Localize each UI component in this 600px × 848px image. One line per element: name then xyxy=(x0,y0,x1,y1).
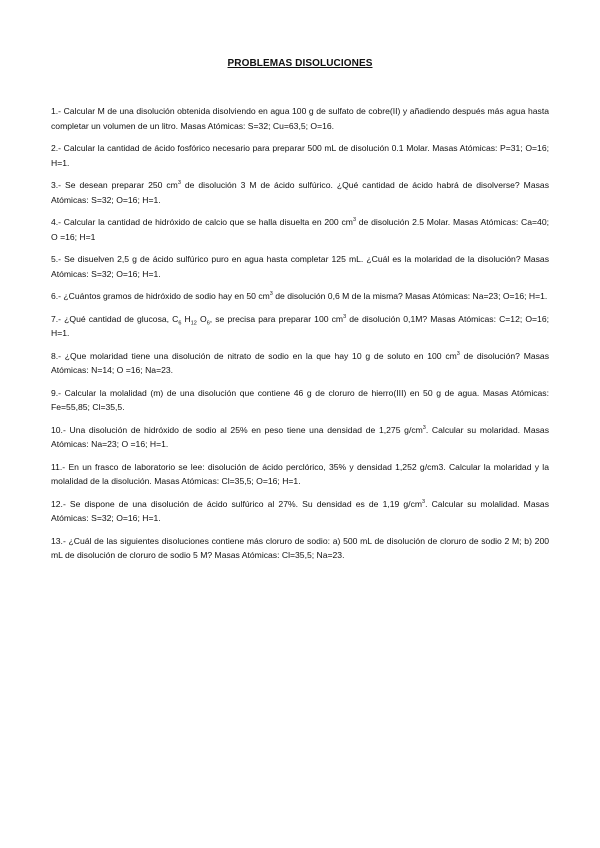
problem-7 xyxy=(51,312,549,341)
problem-text: 2.- Calcular la cantidad de ácido fosfórico necesario para preparar 500 mL de disolución 0.1 Molar. Masas Atómicas: P=31; O=16; H=1. xyxy=(51,143,549,168)
problem-text: , se precisa para preparar 100 cm xyxy=(209,313,344,324)
superscript: 3 xyxy=(352,217,356,224)
problem-text: 6.- ¿Cuántos gramos de hidróxido de sodio hay en 50 cm xyxy=(51,291,270,301)
problem-3 xyxy=(51,178,549,207)
problem-text: . Calcular su molalidad. Masas Atómicas: S=32; O=16; H=1. xyxy=(51,498,549,523)
problem-text: O xyxy=(196,313,207,324)
problem-text: de disolución? Masas Atómicas: N=14; O =16; Na=23. xyxy=(51,350,550,375)
problem-text: de disolución 3 M de ácido sulfúrico. ¿Qué cantidad de ácido habrá de disolverse? Masas Atómicas: S=32; O=16; H=1. xyxy=(51,180,549,205)
subscript: 12 xyxy=(190,320,197,327)
superscript: 3 xyxy=(343,313,347,320)
problem-list xyxy=(51,104,549,571)
problem-text: de disolución 0,1M? Masas Atómicas: C=12; O=16; H=1. xyxy=(51,313,550,338)
problem-8 xyxy=(51,349,549,378)
subscript: 6 xyxy=(178,320,182,327)
problem-text: 7.- ¿Qué cantidad de glucosa, C xyxy=(51,313,179,324)
problem-text: 10.- Una disolución de hidróxido de sodio al 25% en peso tiene una densidad de 1,275 g/cm xyxy=(51,424,423,435)
superscript: 3 xyxy=(456,350,460,357)
problem-text: 4.- Calcular la cantidad de hidróxido de calcio que se halla disuelta en 200 cm xyxy=(51,217,353,227)
problem-text: . Calcular su molaridad. Masas Atómicas: Na=23; O =16; H=1. xyxy=(51,424,549,449)
problem-text: de disolución 0,6 M de la misma? Masas Atómicas: Na=23; O=16; H=1. xyxy=(272,291,548,301)
problem-10 xyxy=(51,423,549,452)
problem-text: 13.- ¿Cuál de las siguientes disoluciones contiene más cloruro de sodio: a) 500 mL de disolución de cloruro de sodio 2 M; b) 200 mL de disolución de cloruro de sodio 5 M? Masas Atómicas: Cl=35,5; Na=23. xyxy=(51,535,549,560)
subscript: 6 xyxy=(206,320,210,327)
problem-1 xyxy=(51,104,549,133)
problem-13 xyxy=(51,534,549,563)
problem-6 xyxy=(51,289,549,304)
problem-9 xyxy=(51,386,549,415)
page-title: PROBLEMAS DISOLUCIONES xyxy=(227,58,373,69)
superscript: 3 xyxy=(422,498,426,505)
problem-text: 3.- Se desean preparar 250 cm xyxy=(51,180,178,190)
problem-text: 11.- En un frasco de laboratorio se lee: disolución de ácido perclórico, 35% y densidad 1,252 g/cm3. Calcular la molaridad y la molalidad de la disolución. Masas Atómicas: Cl=35,5; O=16; H=1. xyxy=(51,461,549,486)
problem-text: H xyxy=(181,313,191,324)
superscript: 3 xyxy=(269,291,273,298)
problem-11 xyxy=(51,460,549,489)
problem-text: 1.- Calcular M de una disolución obtenida disolviendo en agua 100 g de sulfato de cobre(II) y añadiendo después más agua hasta completar un volumen de un litro. Masas Atómicas: S=32; Cu=63,5; O=16. xyxy=(51,106,549,131)
problem-text: 5.- Se disuelven 2,5 g de ácido sulfúrico puro en agua hasta completar 125 mL. ¿Cuál es la molaridad de la disolución? Masas Atómicas: S=32; O=16; H=1. xyxy=(51,254,549,279)
superscript: 3 xyxy=(177,180,181,187)
problem-2 xyxy=(51,141,549,170)
problem-12 xyxy=(51,497,549,526)
problem-text: de disolución 2.5 Molar. Masas Atómicas: Ca=40; O =16; H=1 xyxy=(51,217,549,242)
problem-text: 8.- ¿Que molaridad tiene una disolución de nitrato de sodio en la que hay 10 g de soluto en 100 cm xyxy=(51,350,457,361)
problem-text: 12.- Se dispone de una disolución de ácido sulfúrico al 27%. Su densidad es de 1,19 g/cm xyxy=(51,498,423,509)
superscript: 3 xyxy=(422,424,426,431)
problem-5 xyxy=(51,252,549,281)
problem-4 xyxy=(51,215,549,244)
problem-text: 9.- Calcular la molalidad (m) de una disolución que contiene 46 g de cloruro de hierro(III) en 50 g de agua. Masas Atómicas: Fe=55,85; Cl=35,5. xyxy=(51,387,549,412)
